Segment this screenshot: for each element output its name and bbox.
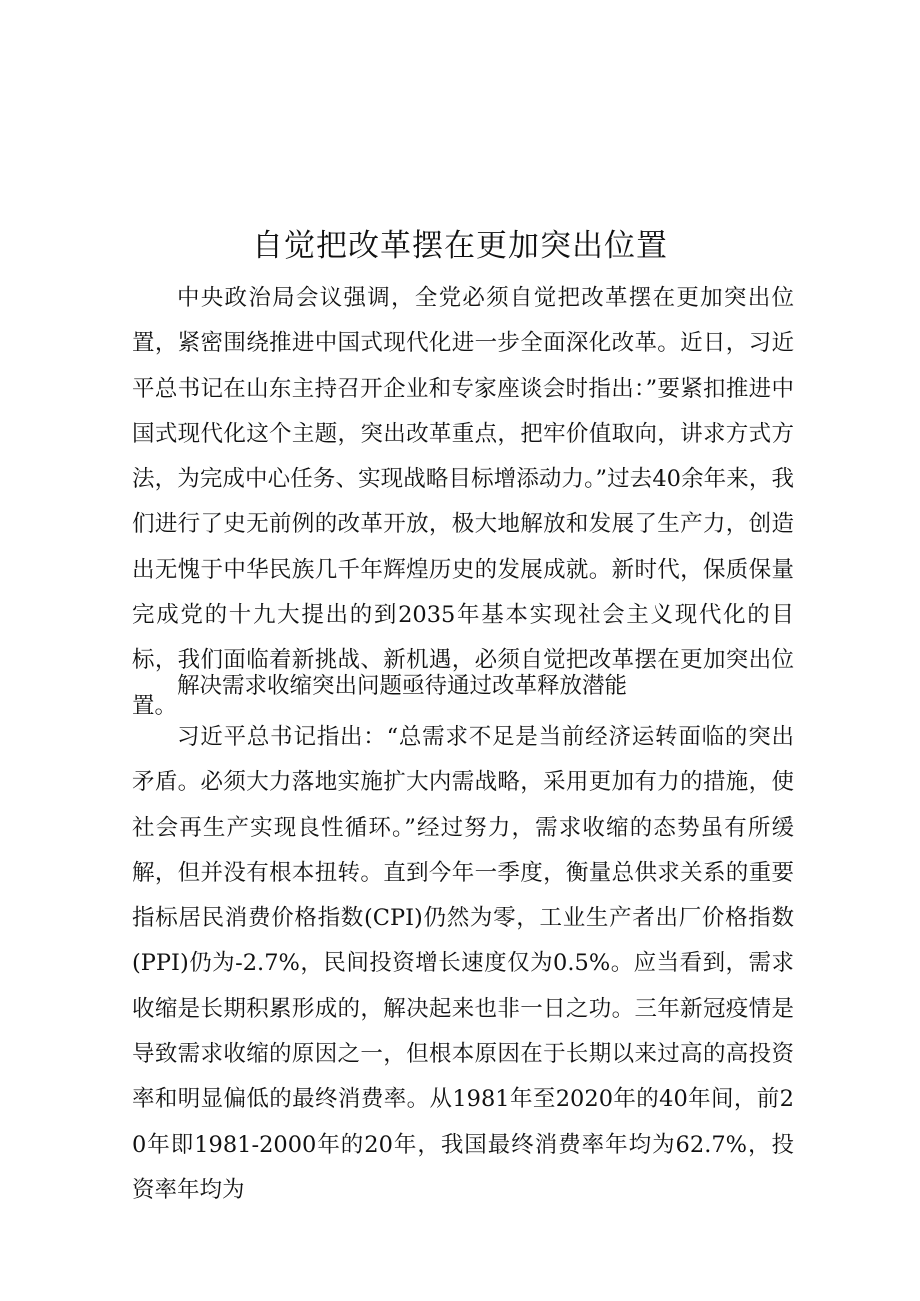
section-subheading: 解决需求收缩突出问题亟待通过改革释放潜能 <box>177 673 628 699</box>
document-title: 自觉把改革摆在更加突出位置 <box>252 228 668 264</box>
paragraph-demand: 习近平总书记指出：“总需求不足是当前经济运转面临的突出矛盾。必须大力落地实施扩大内需战略，采用更加有力的措施，使社会再生产实现良性循环。”经过努力，需求收缩的态势虽有所缓解，但并没有根本扭转。直到今年一季度，衡量总供求关系的重要指标居民消费价格指数(CPI)仍然为零，工业生产者出厂价格指数(PPI)仍为-2.7%，民间投资增长速度仅为0.5%。应当看到，需求收缩是长期积累形成的，解决起来也非一日之功。三年新冠疫情是导致需求收缩的原因之一，但根本原因在于长期以来过高的高投资率和明显偏低的最终消费率。从1981年至2020年的40年间，前20年即1981-2000年的20年，我国最终消费率年均为62.7%，投资率年均为 <box>132 724 794 1203</box>
paragraph-intro: 中央政治局会议强调，全党必须自觉把改革摆在更加突出位置，紧密围绕推进中国式现代化进一步全面深化改革。近日，习近平总书记在山东主持召开企业和专家座谈会时指出：”要紧扣推进中国式现代化这个主题，突出改革重点，把牢价值取向，讲求方式方法，为完成中心任务、实现战略目标增添动力。”过去40余年来，我们进行了史无前例的改革开放，极大地解放和发展了生产力，创造出无愧于中华民族几千年辉煌历史的发展成就。新时代，保质保量完成党的十九大提出的到2035年基本实现社会主义现代化的目标，我们面临着新挑战、新机遇，必须自觉把改革摆在更加突出位置。 <box>132 285 794 719</box>
